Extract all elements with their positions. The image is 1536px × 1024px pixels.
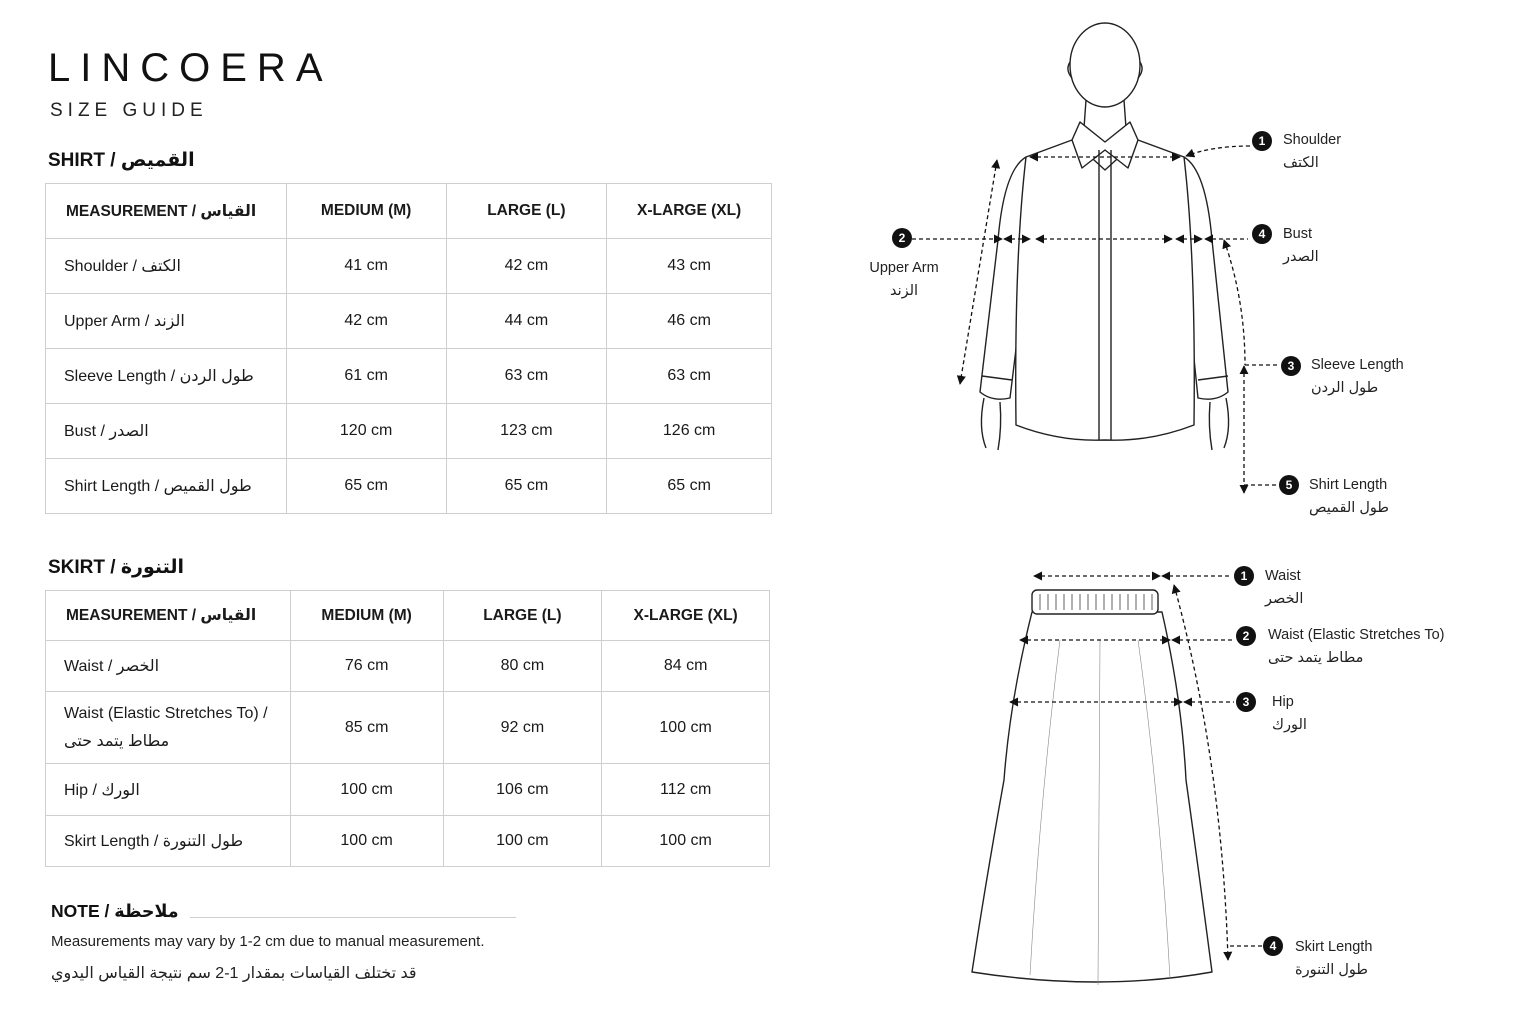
measurement-label: Shoulder / الكتف bbox=[46, 239, 287, 294]
size-value: 61 cm bbox=[286, 349, 446, 404]
note-text-ar: قد تختلف القياسات بمقدار 1-2 سم نتيجة القياس اليدوي bbox=[51, 965, 417, 982]
measurement-label-en: Waist (Elastic Stretches To) / bbox=[64, 704, 268, 722]
callout-label-ar: الكتف bbox=[1283, 154, 1319, 171]
callout-label-en: Skirt Length bbox=[1295, 939, 1373, 955]
size-value: 41 cm bbox=[286, 239, 446, 294]
callout-label-en: Waist (Elastic Stretches To) bbox=[1268, 627, 1445, 643]
callout-label-ar: طول الردن bbox=[1311, 379, 1379, 396]
size-value: 43 cm bbox=[607, 239, 772, 294]
callout-label-ar: الخصر bbox=[1265, 590, 1304, 607]
badge-num: 1 bbox=[1258, 134, 1266, 148]
callout-label-ar: الورك bbox=[1272, 716, 1307, 733]
callout-label-ar: الصدر bbox=[1283, 248, 1319, 265]
skirt-section-title: SKIRT / التنورة bbox=[48, 557, 185, 578]
callout-shoulder bbox=[1283, 133, 1341, 170]
size-value: 65 cm bbox=[607, 459, 772, 514]
callout-label-en: Sleeve Length bbox=[1311, 357, 1404, 373]
callout-label-ar: طول التنورة bbox=[1295, 961, 1368, 978]
size-value: 84 cm bbox=[602, 641, 770, 692]
column-header: MEDIUM (M) bbox=[290, 591, 443, 641]
callout-skirt-length bbox=[1295, 940, 1372, 977]
measurement-label: Sleeve Length / طول الردن bbox=[46, 349, 287, 404]
note-title: NOTE / ملاحظة bbox=[51, 901, 179, 921]
size-value: 100 cm bbox=[290, 816, 443, 867]
shirt-illustration bbox=[980, 23, 1229, 450]
callout-label-en: Upper Arm bbox=[869, 260, 939, 276]
size-value: 100 cm bbox=[602, 692, 770, 764]
note-text-en: Measurements may vary by 1-2 cm due to manual measurement. bbox=[51, 933, 485, 950]
size-value: 112 cm bbox=[602, 764, 770, 816]
callout-waist bbox=[1265, 569, 1303, 606]
shirt-section-title: SHIRT / القميص bbox=[48, 150, 195, 171]
size-value: 42 cm bbox=[286, 294, 446, 349]
badge-num: 3 bbox=[1287, 359, 1295, 373]
size-value: 92 cm bbox=[443, 692, 602, 764]
size-value: 100 cm bbox=[290, 764, 443, 816]
size-value: 46 cm bbox=[607, 294, 772, 349]
callout-bust bbox=[1283, 227, 1319, 264]
measurement-label: Upper Arm / الزند bbox=[46, 294, 287, 349]
callout-label-en: Bust bbox=[1283, 226, 1313, 242]
size-value: 65 cm bbox=[286, 459, 446, 514]
measurement-label: Hip / الورك bbox=[46, 764, 291, 816]
size-value: 65 cm bbox=[446, 459, 607, 514]
size-value: 100 cm bbox=[602, 816, 770, 867]
column-header: LARGE (L) bbox=[443, 591, 602, 641]
size-value: 42 cm bbox=[446, 239, 607, 294]
callout-label-ar: مطاط يتمد حتى bbox=[1268, 649, 1364, 666]
size-value: 120 cm bbox=[286, 404, 446, 459]
badge-num: 3 bbox=[1242, 695, 1250, 709]
column-header: MEASUREMENT / القياس bbox=[46, 591, 291, 641]
size-value: 85 cm bbox=[290, 692, 443, 764]
measurement-label: Shirt Length / طول القميص bbox=[46, 459, 287, 514]
measurement-label: Skirt Length / طول التنورة bbox=[46, 816, 291, 867]
callout-label-en: Shoulder bbox=[1283, 132, 1342, 148]
skirt-illustration bbox=[972, 590, 1212, 985]
callout-label-en: Hip bbox=[1272, 694, 1294, 710]
callout-sleeve-length bbox=[1311, 358, 1404, 395]
column-header: MEDIUM (M) bbox=[286, 184, 446, 239]
size-value: 76 cm bbox=[290, 641, 443, 692]
size-value: 63 cm bbox=[446, 349, 607, 404]
column-header: X-LARGE (XL) bbox=[602, 591, 770, 641]
badge-num: 2 bbox=[898, 231, 906, 245]
callout-label-ar: الزند bbox=[889, 282, 919, 299]
size-value: 80 cm bbox=[443, 641, 602, 692]
callout-upper-arm bbox=[866, 261, 942, 298]
measurement-label: Waist / الخصر bbox=[46, 641, 291, 692]
size-value: 126 cm bbox=[607, 404, 772, 459]
measurement-label: Bust / الصدر bbox=[46, 404, 287, 459]
size-value: 63 cm bbox=[607, 349, 772, 404]
badge-num: 4 bbox=[1258, 227, 1266, 241]
callout-hip bbox=[1272, 695, 1307, 732]
size-value: 44 cm bbox=[446, 294, 607, 349]
badge-num: 4 bbox=[1269, 939, 1277, 953]
mannequin-head bbox=[1070, 23, 1140, 107]
badge-num: 5 bbox=[1285, 478, 1293, 492]
callout-label-en: Shirt Length bbox=[1309, 477, 1388, 493]
size-value: 123 cm bbox=[446, 404, 607, 459]
callout-waist-elastic bbox=[1268, 628, 1444, 665]
brand-logo: LINCOERA bbox=[48, 46, 333, 90]
column-header: X-LARGE (XL) bbox=[607, 184, 772, 239]
badge-num: 2 bbox=[1242, 629, 1250, 643]
size-value: 106 cm bbox=[443, 764, 602, 816]
callout-label-en: Waist bbox=[1265, 568, 1301, 584]
page-subtitle: SIZE GUIDE bbox=[50, 100, 208, 121]
callout-shirt-length bbox=[1309, 478, 1389, 515]
column-header: MEASUREMENT / القياس bbox=[46, 184, 287, 239]
column-header: LARGE (L) bbox=[446, 184, 607, 239]
size-value: 100 cm bbox=[443, 816, 602, 867]
callout-label-ar: طول القميص bbox=[1309, 499, 1389, 516]
badge-num: 1 bbox=[1240, 569, 1248, 583]
measurement-label-ar: مطاط يتمد حتى bbox=[64, 732, 170, 750]
